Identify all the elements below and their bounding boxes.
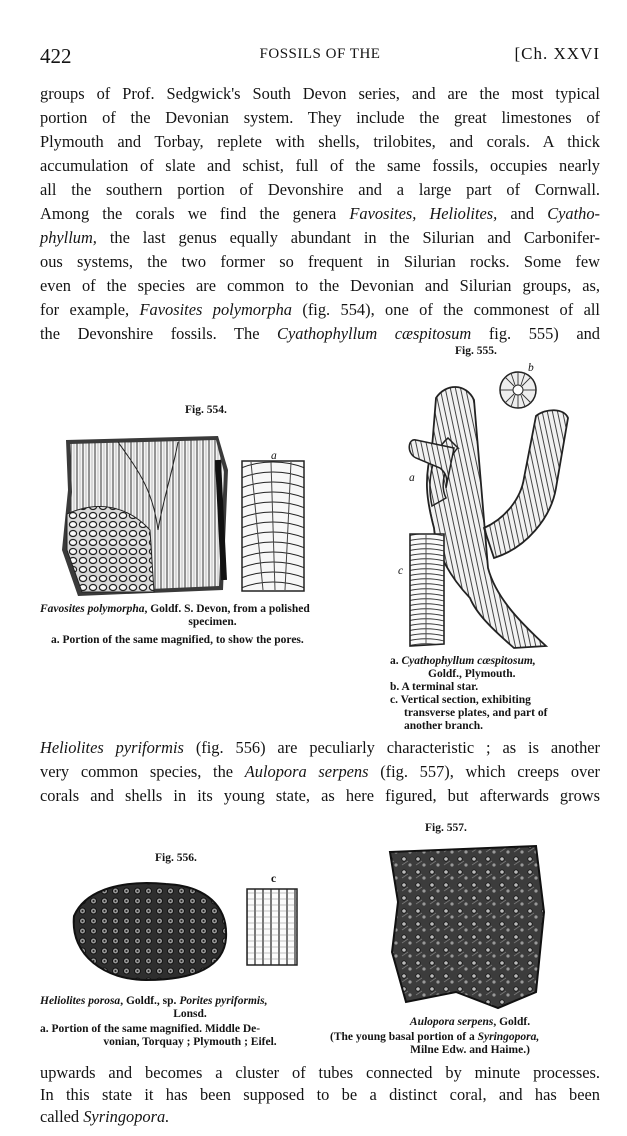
text-line: ous systems, the two former so frequent in Silurian rocks. Some few xyxy=(40,252,600,271)
fig-554-magnified xyxy=(241,460,305,592)
page-number: 422 xyxy=(40,44,72,68)
fig-554-marker-a: a xyxy=(271,450,277,462)
text-line: for example, Favosites polymorpha (fig. 554), one of the commonest of all xyxy=(40,300,600,319)
fig-557-label: Fig. 557. xyxy=(425,822,467,834)
text-line: even of the species are common to the Devonian and Silurian groups, as, xyxy=(40,276,600,295)
fig-556-label: Fig. 556. xyxy=(155,852,197,864)
text-line: Heliolites pyriformis (fig. 556) are peculiarly characteristic ; as is another xyxy=(40,738,600,757)
fig-555-marker-a: a xyxy=(409,472,415,484)
fig-555-vertical-section xyxy=(404,532,448,648)
fig-555-label: Fig. 555. xyxy=(455,345,497,357)
fig-555-marker-b: b xyxy=(528,362,534,374)
fig-556-caption: Heliolites porosa, Goldf., sp. Porites pyriformis, Lonsd. a. Portion of the same magnified. Middle De- vonian, Torquay ; Plymouth ; Eifel. xyxy=(40,995,277,1048)
fig-554-caption: Favosites polymorpha, Goldf. S. Devon, from a polished specimen. a. Portion of the same magnified, to show the pores. xyxy=(40,603,310,646)
fig-556-illustration xyxy=(66,876,232,984)
paragraph-3 xyxy=(40,1062,600,1128)
fig-554-illustration xyxy=(58,430,230,598)
text-line: all the southern portion of Devonshire and a large part of Cornwall. xyxy=(40,180,600,199)
page-header xyxy=(40,44,600,74)
running-title: FOSSILS OF THE xyxy=(259,46,381,62)
text-line: portion of the Devonian system. They include the great limestones of xyxy=(40,108,600,127)
fig-555-marker-c: c xyxy=(398,565,404,577)
fig-555-caption: a. Cyathophyllum cæspitosum, Goldf., Plymouth. b. A terminal star. c. Vertical section, exhibiting transverse plates, and part of another branch. xyxy=(390,655,548,732)
fig-554-label: Fig. 554. xyxy=(185,404,227,416)
fig-557-caption: Aulopora serpens, Goldf. (The young basal portion of a Syringopora, Milne Edw. and Haime.) xyxy=(330,1016,540,1056)
paragraph-1 xyxy=(40,82,600,346)
paragraph-2 xyxy=(40,736,600,808)
text-line: phyllum, the last genus equally abundant in the Silurian and Carbonifer- xyxy=(40,228,600,247)
text-line: corals and shells in its young state, as here figured, but afterwards grows xyxy=(40,786,600,805)
text-line: Among the corals we find the genera Favosites, Heliolites, and Cyatho- xyxy=(40,204,601,223)
text-line: called Syringopora. xyxy=(40,1107,170,1126)
fig-556-magnified xyxy=(246,888,298,966)
text-line: accumulation of slate and schist, full of the same fossils, occupies nearly xyxy=(40,156,600,175)
fig-557-illustration xyxy=(386,842,546,1010)
text-line: upwards and becomes a cluster of tubes connected by minute processes. xyxy=(40,1063,600,1082)
text-line: Plymouth and Torbay, replete with shells, trilobites, and corals. A thick xyxy=(40,132,600,151)
text-line: groups of Prof. Sedgwick's South Devon series, and are the most typical xyxy=(40,84,600,103)
text-line: very common species, the Aulopora serpens (fig. 557), which creeps over xyxy=(40,762,600,781)
fig-556-marker-c: c xyxy=(271,873,277,885)
text-line: In this state it has been supposed to be a distinct coral, and has been xyxy=(40,1085,600,1104)
chapter-marker: [Ch. XXVI xyxy=(514,44,600,63)
text-line: the Devonshire fossils. The Cyathophyllum cæspitosum fig. 555) and xyxy=(40,324,600,343)
